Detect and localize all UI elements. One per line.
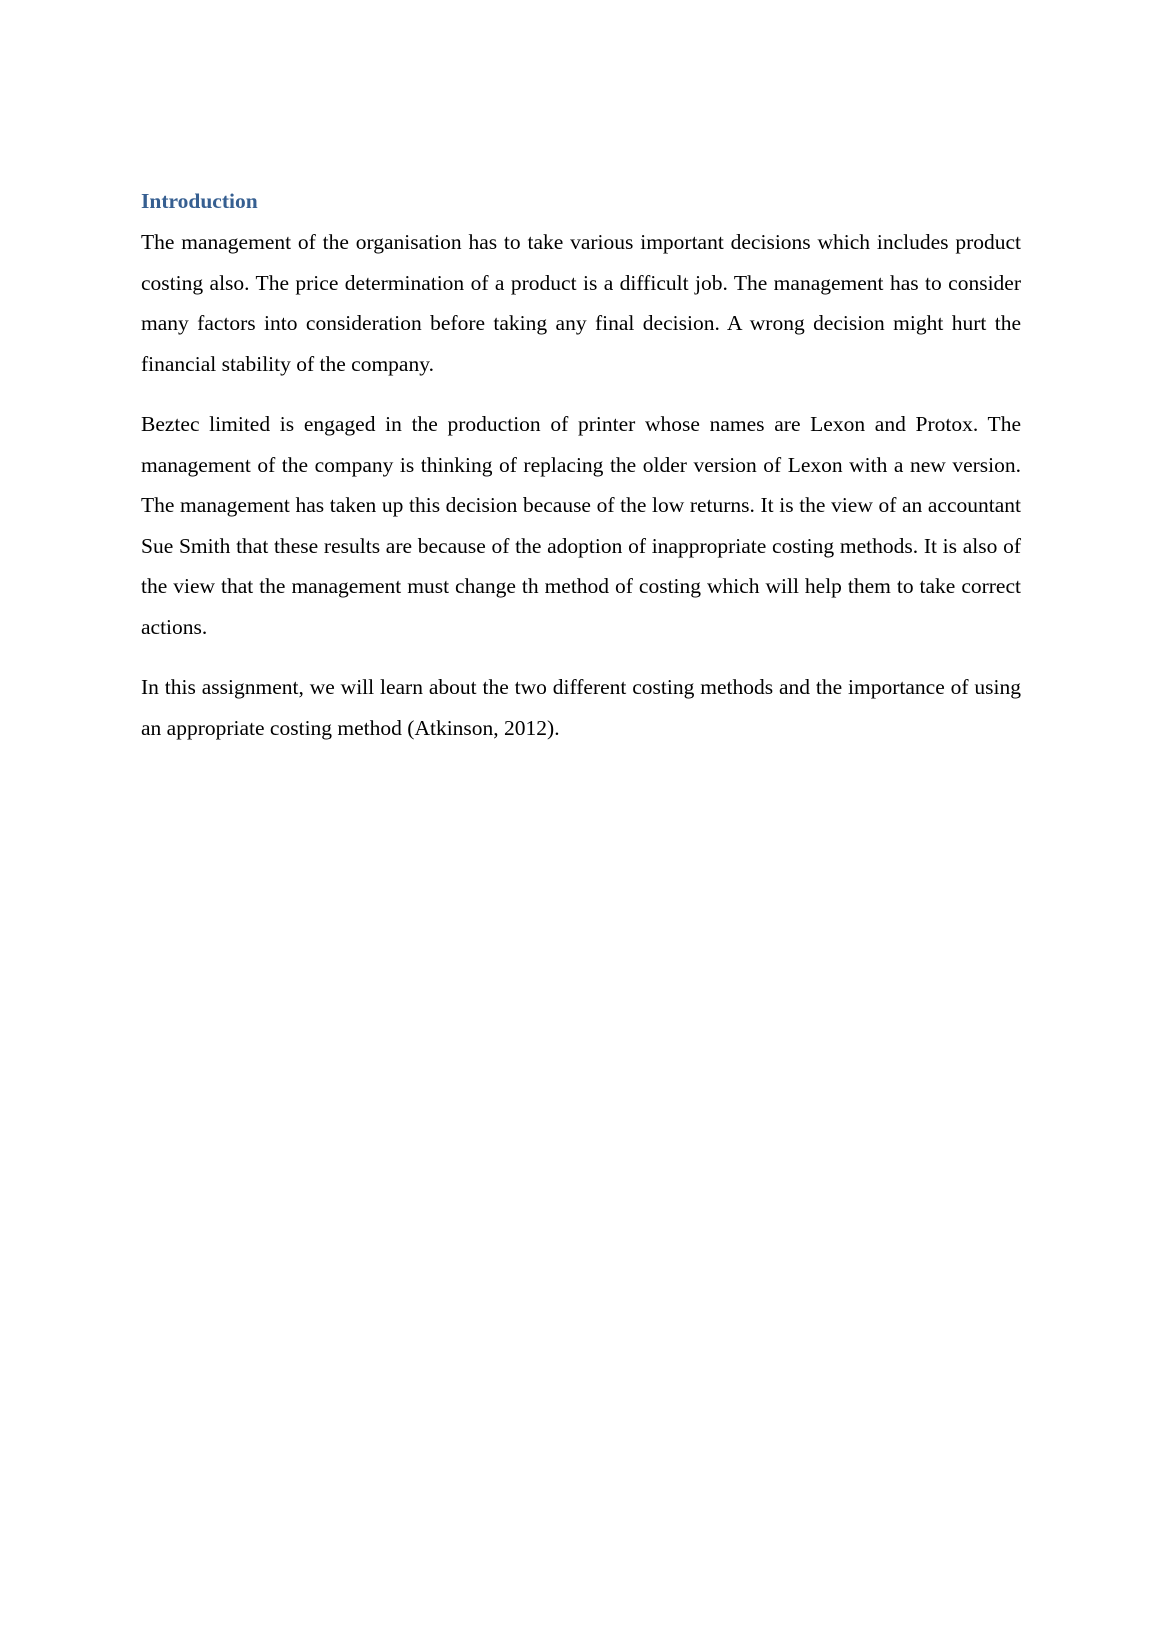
paragraph-beztec: Beztec limited is engaged in the production of printer whose names are Lexon and Protox. The management of the company is thinking of replacing the older version of Lexon with a new version. The management has taken up this decision because of the low returns. It is the view of an accountant Sue Smith that these results are because of the adoption of inappropriate costing methods. It is also of the view that the management must change th method of costing which will help them to take correct actions. [141,412,1021,639]
section-heading: Introduction [141,189,258,213]
paragraph-assignment: In this assignment, we will learn about the two different costing methods and the importance of using an appropriate costing method (Atkinson, 2012). [141,675,1021,740]
paragraph-intro: The management of the organisation has to take various important decisions which includes product costing also. The price determination of a product is a difficult job. The management has to consider many factors into consideration before taking any final decision. A wrong decision might hurt the financial stability of the company. [141,230,1021,376]
document-body [141,186,1021,768]
